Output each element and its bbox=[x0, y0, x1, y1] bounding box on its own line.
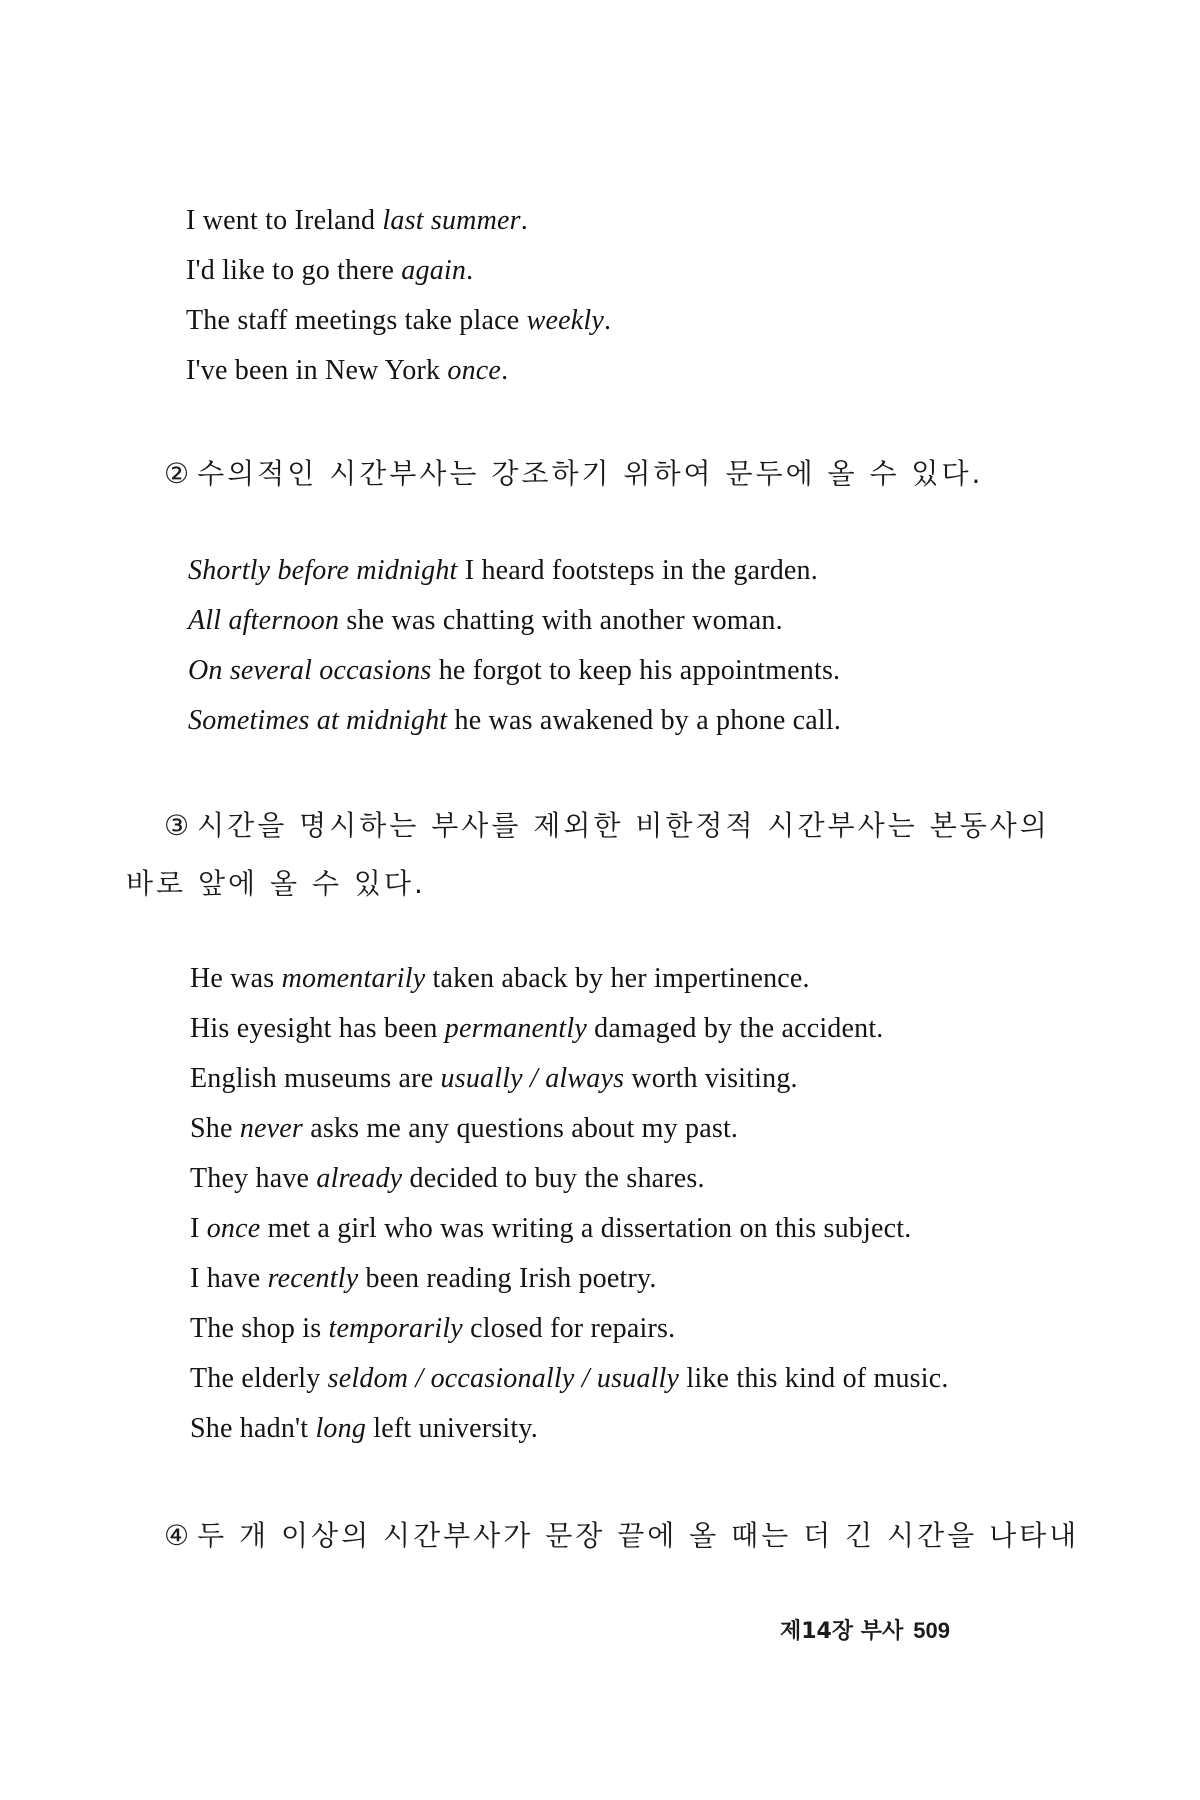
adverb-highlight: Shortly before midnight bbox=[188, 555, 458, 586]
example-sentence bbox=[190, 1212, 911, 1246]
example-sentence bbox=[188, 704, 841, 738]
adverb-highlight: long bbox=[315, 1413, 367, 1444]
sentence-text: I heard footsteps in the garden. bbox=[457, 555, 818, 586]
sentence-text: she was chatting with another woman. bbox=[339, 605, 783, 636]
adverb-highlight: last summer bbox=[382, 205, 521, 236]
sentence-text: . bbox=[603, 305, 612, 336]
section-heading-text: 시간을 명시하는 부사를 제외한 비한정적 시간부사는 본동사의 bbox=[197, 809, 1050, 842]
sentence-text: been reading Irish poetry. bbox=[358, 1263, 657, 1294]
sentence-text: I bbox=[190, 1213, 207, 1244]
section-heading-text: 수의적인 시간부사는 강조하기 위하여 문두에 올 수 있다. bbox=[197, 457, 984, 490]
adverb-highlight: once bbox=[206, 1213, 261, 1244]
section-heading-text: 바로 앞에 올 수 있다. bbox=[126, 867, 426, 900]
adverb-highlight: temporarily bbox=[328, 1313, 463, 1344]
adverb-highlight: On several occasions bbox=[188, 655, 432, 686]
section-heading-text: 두 개 이상의 시간부사가 문장 끝에 올 때는 더 긴 시간을 나타내 bbox=[197, 1519, 1080, 1552]
adverb-highlight: already bbox=[316, 1163, 403, 1194]
example-sentence bbox=[186, 304, 611, 338]
section-heading-3-continued bbox=[126, 864, 426, 904]
example-sentence bbox=[188, 554, 818, 588]
adverb-highlight: once bbox=[447, 355, 502, 386]
sentence-text: . bbox=[501, 355, 509, 386]
section-heading-2 bbox=[164, 454, 983, 494]
page-number: 509 bbox=[913, 1618, 951, 1643]
sentence-text: He was bbox=[190, 963, 282, 994]
adverb-highlight: All afternoon bbox=[188, 605, 340, 636]
sentence-text: I went to Ireland bbox=[186, 205, 383, 236]
sentence-text: The staff meetings take place bbox=[186, 305, 527, 336]
example-sentence bbox=[190, 1362, 949, 1396]
example-sentence bbox=[190, 1262, 657, 1296]
sentence-text: he was awakened by a phone call. bbox=[447, 705, 842, 736]
sentence-text: taken aback by her impertinence. bbox=[425, 963, 810, 994]
example-sentence bbox=[190, 1162, 705, 1196]
adverb-highlight: seldom / occasionally / usually bbox=[327, 1363, 680, 1394]
adverb-highlight: momentarily bbox=[281, 963, 426, 994]
sentence-text: She hadn't bbox=[190, 1413, 316, 1444]
sentence-text: I have bbox=[190, 1263, 268, 1294]
sentence-text: I've been in New York bbox=[186, 355, 448, 386]
sentence-text: like this kind of music. bbox=[679, 1363, 949, 1394]
example-sentence bbox=[188, 604, 783, 638]
sentence-text: closed for repairs. bbox=[462, 1313, 676, 1344]
example-sentence bbox=[188, 654, 840, 688]
example-sentence bbox=[190, 1062, 798, 1096]
sentence-text: I'd like to go there bbox=[186, 255, 402, 286]
sentence-text: . bbox=[520, 205, 528, 236]
sentence-text: His eyesight has been bbox=[190, 1013, 445, 1044]
sentence-text: The shop is bbox=[190, 1313, 329, 1344]
adverb-highlight: never bbox=[239, 1113, 303, 1144]
section-number: ③ bbox=[164, 809, 190, 842]
sentence-text: he forgot to keep his appointments. bbox=[431, 655, 841, 686]
adverb-highlight: again bbox=[401, 255, 467, 286]
section-number: ④ bbox=[164, 1519, 190, 1552]
example-sentence bbox=[186, 254, 473, 288]
chapter-label: 제14장 부사 bbox=[780, 1619, 904, 1644]
sentence-text: . bbox=[466, 255, 474, 286]
page-footer bbox=[780, 1616, 950, 1647]
sentence-text: They have bbox=[190, 1163, 317, 1194]
adverb-highlight: recently bbox=[267, 1263, 359, 1294]
sentence-text: damaged by the accident. bbox=[586, 1013, 884, 1044]
sentence-text: decided to buy the shares. bbox=[402, 1163, 705, 1194]
adverb-highlight: weekly bbox=[526, 305, 604, 336]
section-heading-4 bbox=[164, 1516, 1079, 1556]
example-sentence bbox=[190, 962, 810, 996]
sentence-text: She bbox=[190, 1113, 240, 1144]
example-sentence bbox=[190, 1012, 884, 1046]
section-heading-3 bbox=[164, 806, 1050, 846]
sentence-text: worth visiting. bbox=[624, 1063, 798, 1094]
adverb-highlight: Sometimes at midnight bbox=[188, 705, 448, 736]
example-sentence bbox=[190, 1312, 675, 1346]
example-sentence bbox=[186, 354, 508, 388]
sentence-text: left university. bbox=[366, 1413, 538, 1444]
sentence-text: asks me any questions about my past. bbox=[303, 1113, 739, 1144]
example-sentence bbox=[190, 1412, 538, 1446]
section-number: ② bbox=[164, 457, 190, 490]
adverb-highlight: permanently bbox=[444, 1013, 587, 1044]
sentence-text: English museums are bbox=[190, 1063, 441, 1094]
example-sentence bbox=[190, 1112, 738, 1146]
example-sentence bbox=[186, 204, 528, 238]
sentence-text: The elderly bbox=[190, 1363, 328, 1394]
adverb-highlight: usually / always bbox=[440, 1063, 625, 1094]
sentence-text: met a girl who was writing a dissertation on this subject. bbox=[260, 1213, 912, 1244]
